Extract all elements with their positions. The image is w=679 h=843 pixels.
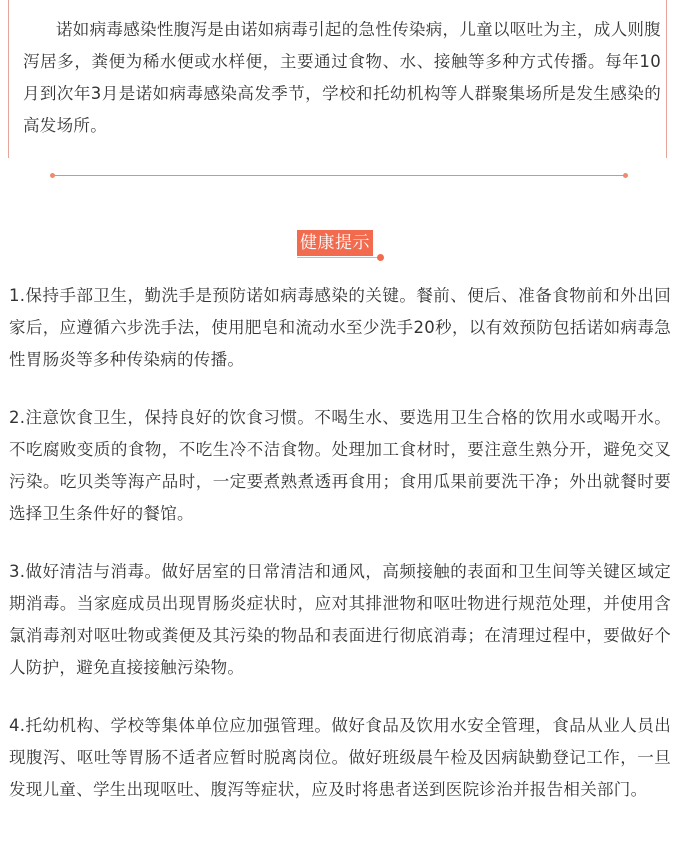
section-heading	[297, 230, 373, 260]
tip-item: 3.做好清洁与消毒。做好居室的日常清洁和通风，高频接触的表面和卫生间等关键区域定期消毒。当家庭成员出现胃肠炎症状时，应对其排泄物和呕吐物进行规范处理，并使用含氯消毒剂对呕吐物或粪便及其污染的物品和表面进行彻底消毒；在清理过程中，要做好个人防护，避免直接接触污染物。	[9, 562, 671, 677]
intro-box	[8, 0, 667, 158]
divider-dot-left	[50, 173, 55, 178]
section-title: 健康提示	[297, 230, 373, 256]
tip-item: 1.保持手部卫生，勤洗手是预防诺如病毒感染的关键。餐前、便后、准备食物前和外出回家后，应遵循六步洗手法，使用肥皂和流动水至少洗手20秒，以有效预防包括诺如病毒急性胃肠炎等多种传染病的传播。	[9, 286, 671, 369]
heading-dot	[377, 254, 384, 261]
heading-underline	[297, 257, 381, 258]
tip-item: 2.注意饮食卫生，保持良好的饮食习惯。不喝生水、要选用卫生合格的饮用水或喝开水。不吃腐败变质的食物，不吃生冷不洁食物。处理加工食材时，要注意生熟分开，避免交叉污染。吃贝类等海产品时，一定要煮熟煮透再食用；食用瓜果前要洗干净；外出就餐时要选择卫生条件好的餐馆。	[9, 408, 671, 523]
intro-paragraph: 诺如病毒感染性腹泻是由诺如病毒引起的急性传染病，儿童以呕吐为主，成人则腹泻居多，粪便为稀水便或水样便，主要通过食物、水、接触等多种方式传播。每年10月到次年3月是诺如病毒感染高发季节，学校和托幼机构等人群聚集场所是发生感染的高发场所。	[23, 20, 661, 135]
section-divider	[52, 175, 626, 176]
tips-list	[9, 280, 671, 832]
tip-item: 4.托幼机构、学校等集体单位应加强管理。做好食品及饮用水安全管理，食品从业人员出现腹泻、呕吐等胃肠不适者应暂时脱离岗位。做好班级晨午检及因病缺勤登记工作，一旦发现儿童、学生出现呕吐、腹泻等症状，应及时将患者送到医院诊治并报告相关部门。	[9, 716, 671, 799]
divider-dot-right	[623, 173, 628, 178]
